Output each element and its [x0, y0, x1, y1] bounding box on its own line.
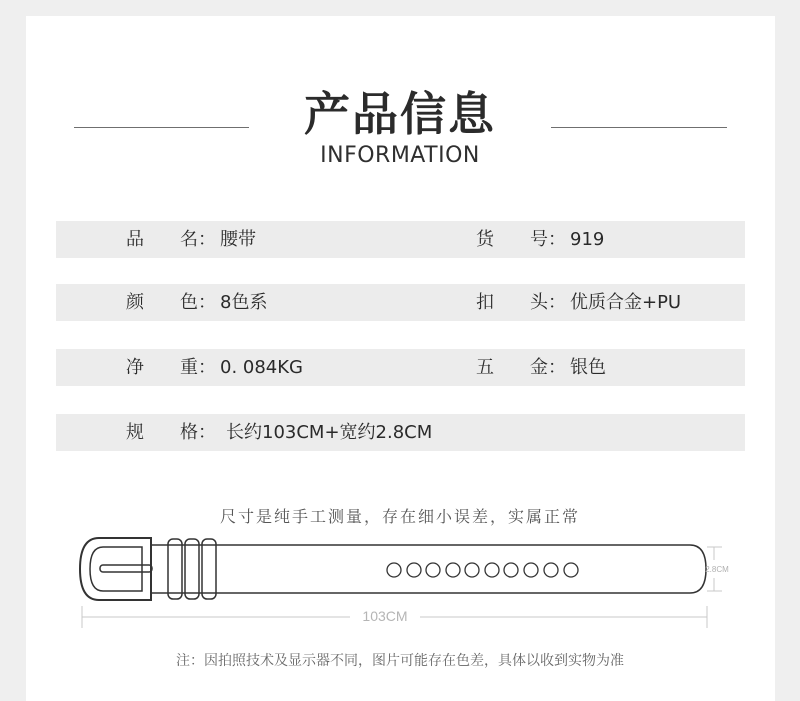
buckle-inner-frame — [90, 547, 142, 591]
spec-value-name: 腰带 — [220, 229, 256, 250]
belt-hole — [544, 563, 558, 577]
belt-strap — [150, 545, 706, 593]
page-subtitle: INFORMATION — [320, 143, 480, 168]
spec-label-item-no: 货 号： — [476, 229, 566, 250]
buckle-prong — [100, 565, 152, 572]
measurement-note: 尺寸是纯手工测量，存在细小误差，实属正常 — [219, 507, 580, 526]
keeper-loop-3 — [202, 539, 216, 599]
belt-holes — [387, 563, 578, 577]
page-title: 产品信息 — [304, 87, 496, 141]
keeper-loop-2 — [185, 539, 199, 599]
belt-hole — [564, 563, 578, 577]
spec-value-buckle: 优质合金+PU — [570, 292, 682, 313]
belt-hole — [387, 563, 401, 577]
spec-value-size: 长约103CM+宽约2.8CM — [226, 422, 433, 443]
spec-label-weight: 净 重： — [126, 357, 216, 378]
spec-value-hardware: 银色 — [570, 357, 606, 378]
keeper-loop-1 — [168, 539, 182, 599]
belt-hole — [426, 563, 440, 577]
belt-hole — [465, 563, 479, 577]
spec-value-weight: 0. 084KG — [220, 357, 304, 378]
spec-value-color: 8色系 — [220, 292, 268, 313]
length-label: 103CM — [362, 608, 408, 624]
spec-value-item-no: 919 — [570, 229, 605, 250]
belt-hole — [485, 563, 499, 577]
belt-hole — [524, 563, 538, 577]
spec-label-size: 规 格： — [126, 422, 216, 443]
spec-label-name: 品 名： — [126, 229, 216, 250]
color-disclaimer: 注：因拍照技术及显示器不同，图片可能存在色差，具体以收到实物为准 — [176, 653, 624, 669]
width-label: 2.8CM — [705, 565, 729, 574]
spec-label-hardware: 五 金： — [476, 357, 566, 378]
belt-hole — [504, 563, 518, 577]
spec-label-buckle: 扣 头： — [476, 292, 566, 313]
belt-hole — [446, 563, 460, 577]
spec-label-color: 颜 色： — [126, 292, 216, 313]
belt-hole — [407, 563, 421, 577]
